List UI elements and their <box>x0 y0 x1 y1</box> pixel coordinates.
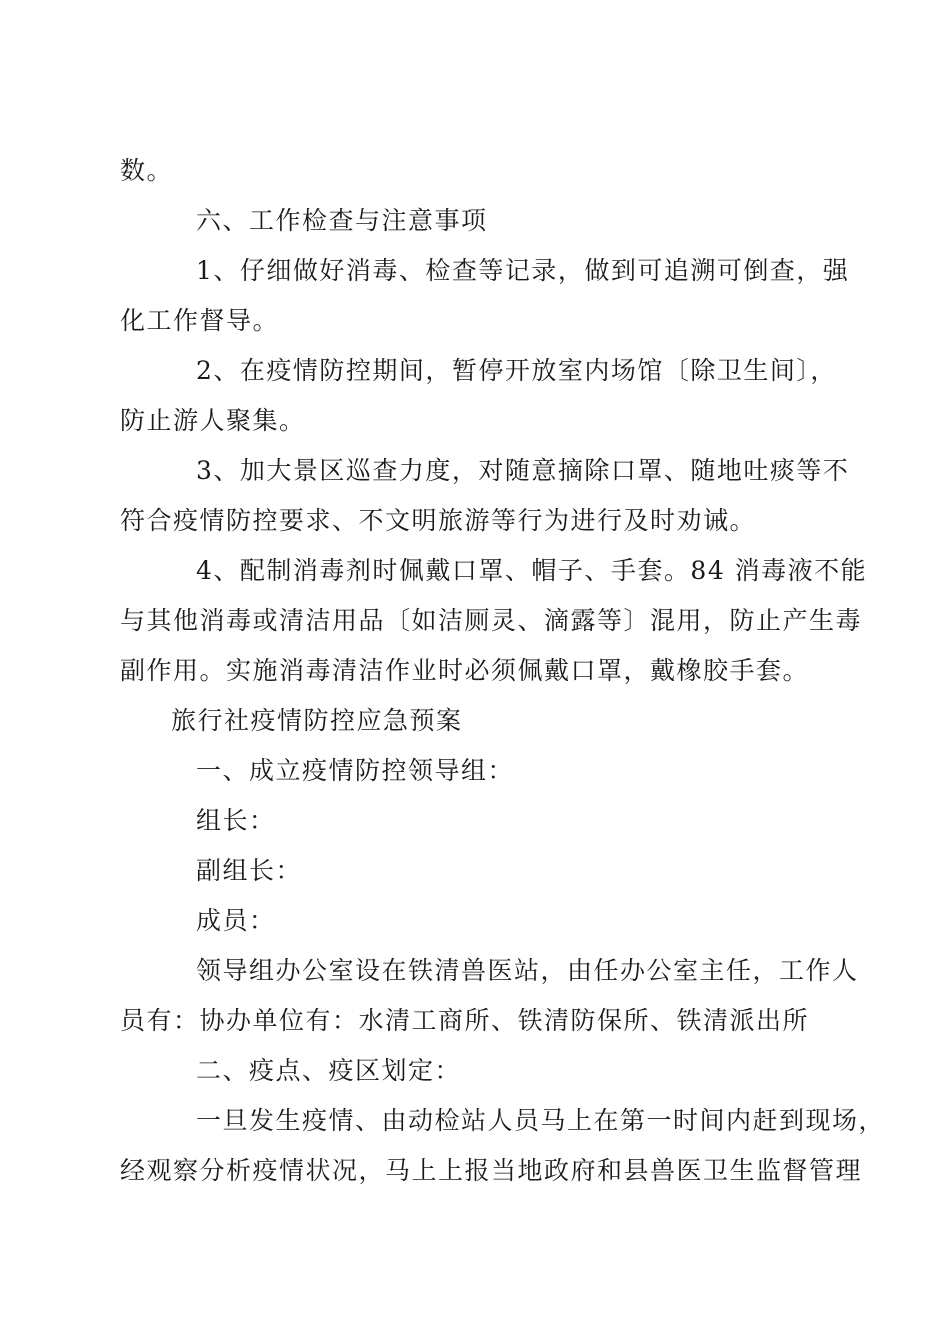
text-line: 组长： <box>196 806 276 835</box>
text-line: 数。 <box>120 156 174 185</box>
text-line: 3、加大景区巡查力度，对随意摘除口罩、随地吐痰等不 <box>196 456 850 485</box>
text-line: 一旦发生疫情、由动检站人员马上在第一时间内赶到现场， <box>196 1106 886 1135</box>
text-line: 副作用。实施消毒清洁作业时必须佩戴口罩，戴橡胶手套。 <box>120 656 810 685</box>
text-line: 与其他消毒或清洁用品〔如洁厕灵、滴露等〕混用，防止产生毒 <box>120 606 863 635</box>
text-line: 成员： <box>196 906 276 935</box>
text-line: 经观察分析疫情状况，马上上报当地政府和县兽医卫生监督管理 <box>120 1156 863 1185</box>
text-line: 领导组办公室设在铁清兽医站，由任办公室主任，工作人 <box>196 956 859 985</box>
document-title: 旅行社疫情防控应急预案 <box>171 706 463 735</box>
text-line: 化工作督导。 <box>120 306 280 335</box>
text-line: 2、在疫情防控期间，暂停开放室内场馆〔除卫生间〕， <box>196 356 837 385</box>
text-line: 副组长： <box>196 856 303 885</box>
text-line: 1、仔细做好消毒、检查等记录，做到可追溯可倒查，强 <box>196 256 850 285</box>
section-heading: 二、疫点、疫区划定： <box>196 1056 462 1085</box>
section-heading: 六、工作检查与注意事项 <box>196 206 488 235</box>
text-line: 4、配制消毒剂时佩戴口罩、帽子、手套。84 消毒液不能 <box>196 556 868 585</box>
text-line: 员有：协办单位有：水清工商所、铁清防保所、铁清派出所 <box>120 1006 810 1035</box>
text-line: 符合疫情防控要求、不文明旅游等行为进行及时劝诫。 <box>120 506 757 535</box>
section-heading: 一、成立疫情防控领导组： <box>196 756 515 785</box>
text-line: 防止游人聚集。 <box>120 406 306 435</box>
